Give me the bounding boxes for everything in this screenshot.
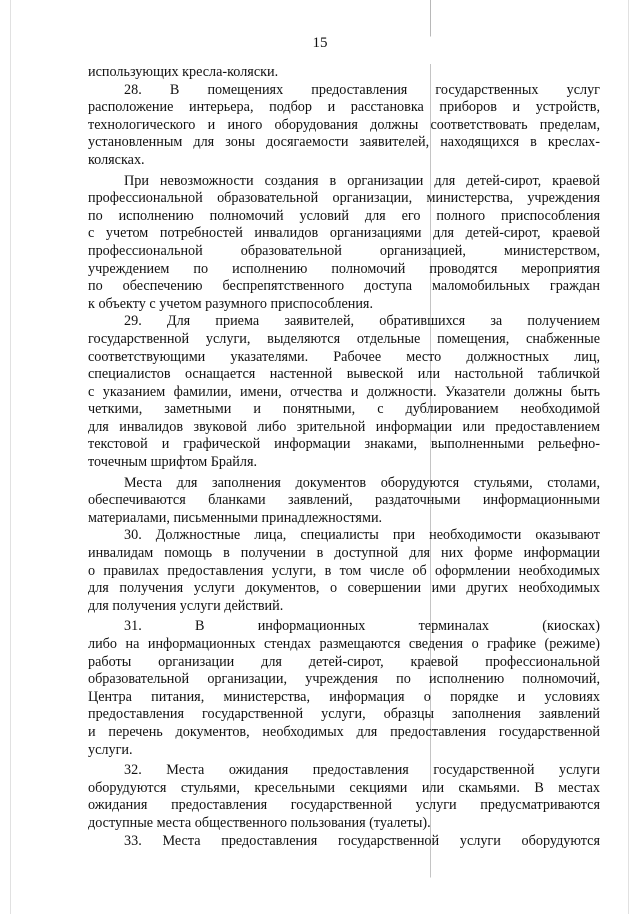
text-line: материалами, письменными принадлежностями.: [88, 509, 383, 526]
text-line: технологического и иного оборудования должны соответствовать пределам,: [88, 116, 600, 133]
text-line: предоставления государственной услуги, образцы заполнения заявлений: [88, 706, 600, 723]
text-line: 29. Для приема заявителей, обратившихся за получением: [124, 313, 600, 330]
text-line: доступные места общественного пользования (туалеты).: [88, 814, 431, 831]
text-line: специалистов оснащается настенной вывеской или настольной табличкой: [88, 366, 600, 383]
text-line: с учетом потребностей инвалидов организациями для детей-сирот, краевой: [88, 225, 600, 242]
text-line: 33. Места предоставления государственной услуги оборудуются: [124, 832, 600, 849]
text-line: учреждением по исполнению полномочий проводятся мероприятия: [88, 260, 600, 277]
text-line: по исполнению полномочий условий для его полного приспособления: [88, 207, 600, 224]
text-line: При невозможности создания в организации для детей-сирот, краевой: [124, 172, 600, 189]
text-line: с указанием фамилии, имени, отчества и должности. Указатели должны быть: [88, 383, 600, 400]
text-line: колясках.: [88, 151, 145, 168]
text-line: оборудуются стульями, кресельными секциями или скамьями. В местах: [88, 779, 600, 796]
text-line: профессиональной образовательной организации, министерства, учреждения: [88, 190, 600, 207]
text-line: текстовой и графической информации знаками, выполненными рельефно-: [88, 436, 600, 453]
text-line: использующих кресла-коляски.: [88, 64, 279, 80]
text-line: четкими, заметными и понятными, с дублированием необходимой: [88, 401, 600, 418]
text-line: соответствующими указателями. Рабочее место должностных лиц,: [88, 348, 600, 365]
text-line: для получения услуги документов, о совершении ими других необходимых: [88, 580, 600, 597]
text-line: 31. В информационных терминалах (киосках): [124, 618, 600, 635]
text-line: для инвалидов звуковой либо зрительной информации или предоставлением: [88, 418, 600, 435]
text-line: профессиональной образовательной организацией, министерством,: [88, 242, 600, 259]
text-line: Центра питания, министерства, информация о порядке и условиях: [88, 688, 600, 705]
text-line: и перечень документов, необходимых для предоставления государственной: [88, 723, 600, 740]
text-line: по обеспечению беспрепятственного доступа маломобильных граждан: [88, 278, 600, 295]
text-line: расположение интерьера, подбор и расстановка приборов и устройств,: [88, 99, 600, 116]
text-line: точечным шрифтом Брайля.: [88, 454, 258, 471]
document-body: [88, 64, 600, 850]
text-line: 30. Должностные лица, специалисты при необходимости оказывают: [124, 527, 600, 544]
text-line: ожидания предоставления государственной услуги предусматриваются: [88, 797, 600, 814]
scan-edge-right: [628, 0, 629, 914]
text-line: о правилах предоставления услуги, в том числе об оформлении необходимых: [88, 562, 600, 579]
text-line: для получения услуги действий.: [88, 597, 284, 614]
text-line: услуги.: [88, 741, 133, 758]
text-line: к объекту с учетом разумного приспособления.: [88, 295, 374, 312]
text-line: работы организации для детей-сирот, краевой профессиональной: [88, 653, 600, 670]
text-line: 28. В помещениях предоставления государственных услуг: [124, 81, 600, 98]
text-line: инвалидам помощь в получении в доступной для них форме информации: [88, 545, 600, 562]
text-line: обеспечиваются бланками заявлений, раздаточными информационными: [88, 492, 600, 509]
text-line: государственной услуги, выделяются отдельные помещения, снабженные: [88, 330, 600, 347]
text-line: установленным для зоны досягаемости заявителей, находящихся в креслах-: [88, 134, 600, 151]
text-line: Места для заполнения документов оборудуются стульями, столами,: [124, 474, 600, 491]
page-number: 15: [312, 35, 328, 51]
text-line: либо на информационных стендах размещаются сведения о графике (режиме): [88, 636, 600, 652]
text-line: 32. Места ожидания предоставления государственной услуги: [124, 762, 600, 779]
scan-edge-left: [10, 0, 11, 914]
text-line: образовательной организации, учреждения по исполнению полномочий,: [88, 671, 600, 688]
